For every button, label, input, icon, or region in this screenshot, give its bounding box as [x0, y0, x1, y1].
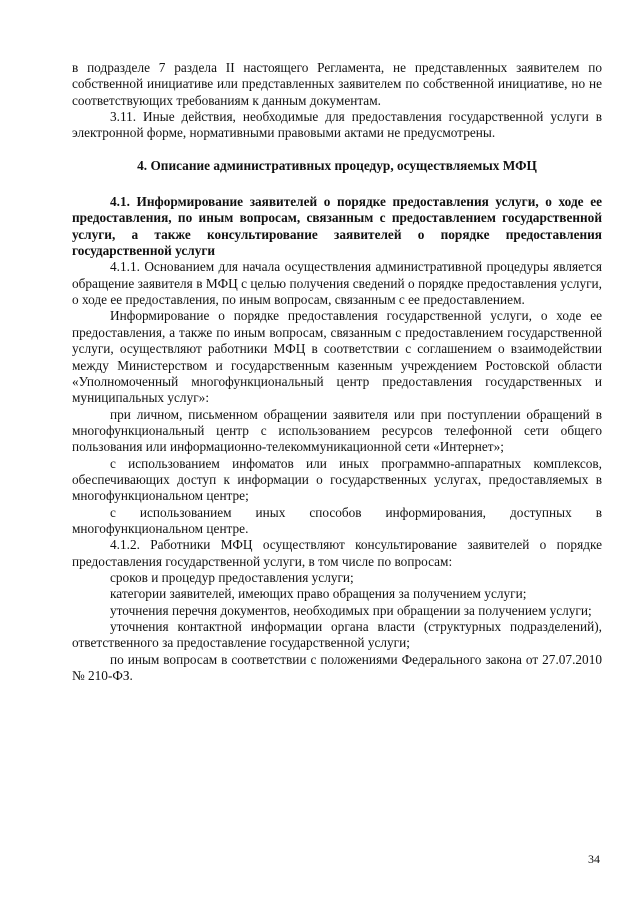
section-heading: 4. Описание административных процедур, осуществляемых МФЦ [137, 157, 537, 173]
paragraph-4-1-1: 4.1.1. Основанием для начала осуществления административной процедуры является обращение заявителя в МФЦ с целью получения сведений о порядке предоставления услуги, о ходе ее предоставления, по иным вопросам, связанным с ее предоставлением. [72, 259, 602, 308]
list-item: при личном, письменном обращении заявителя или при поступлении обращений в многофункциональный центр с использованием ресурсов телефонной сети общего пользования или информационно-телекоммуникационной сети «Интернет»; [72, 406, 602, 455]
paragraph-4-1-2: 4.1.2. Работники МФЦ осуществляют консультирование заявителей о порядке предоставления государственной услуги, в том числе по вопросам: [72, 537, 602, 569]
list-item: сроков и процедур предоставления услуги; [110, 569, 354, 585]
list-item: категории заявителей, имеющих право обращения за получением услуги; [110, 586, 527, 602]
paragraph-informing: Информирование о порядке предоставления государственной услуги, о ходе ее предоставления, а также по иным вопросам, связанным с предоставлением государственной услуги, осуществляют работники МФЦ в соответствии с соглашением о взаимодействии между Министерством и государственным казенным учреждением Ростовской области «Уполномоченный многофункциональный центр предоставления государственных и муниципальных услуг»: [72, 308, 602, 406]
list-item: по иным вопросам в соответствии с положениями Федерального закона от 27.07.2010 № 210-ФЗ. [72, 651, 602, 684]
paragraph-continuation: в подразделе 7 раздела II настоящего Регламента, не представленных заявителем по собственной инициативе или представленных заявителем по собственной инициативе, но не соответствующих требованиям к данным документам. [72, 60, 602, 108]
document-body [72, 60, 602, 684]
page-number: 34 [588, 852, 600, 866]
list-item: с использованием иных способов информирования, доступных в многофункциональном центре. [72, 504, 602, 536]
subsection-heading: 4.1. Информирование заявителей о порядке предоставления услуги, о ходе ее предоставления, по иным вопросам, связанным с предоставлением государственной услуги, а также консультирование заявителей о порядке предоставления государственной услуги [72, 194, 602, 259]
list-item: уточнения перечня документов, необходимых при обращении за получением услуги; [110, 602, 592, 618]
list-item: уточнения контактной информации органа власти (структурных подразделений), ответственного за предоставление государственной услуги; [72, 619, 602, 651]
paragraph-3-11: 3.11. Иные действия, необходимые для предоставления государственной услуги в электронной форме, нормативными правовыми актами не предусмотрены. [72, 109, 602, 141]
list-item: с использованием инфоматов или иных программно-аппаратных комплексов, обеспечивающих доступ к информации о государственных услугах, предоставляемых в многофункциональном центре; [72, 455, 602, 504]
